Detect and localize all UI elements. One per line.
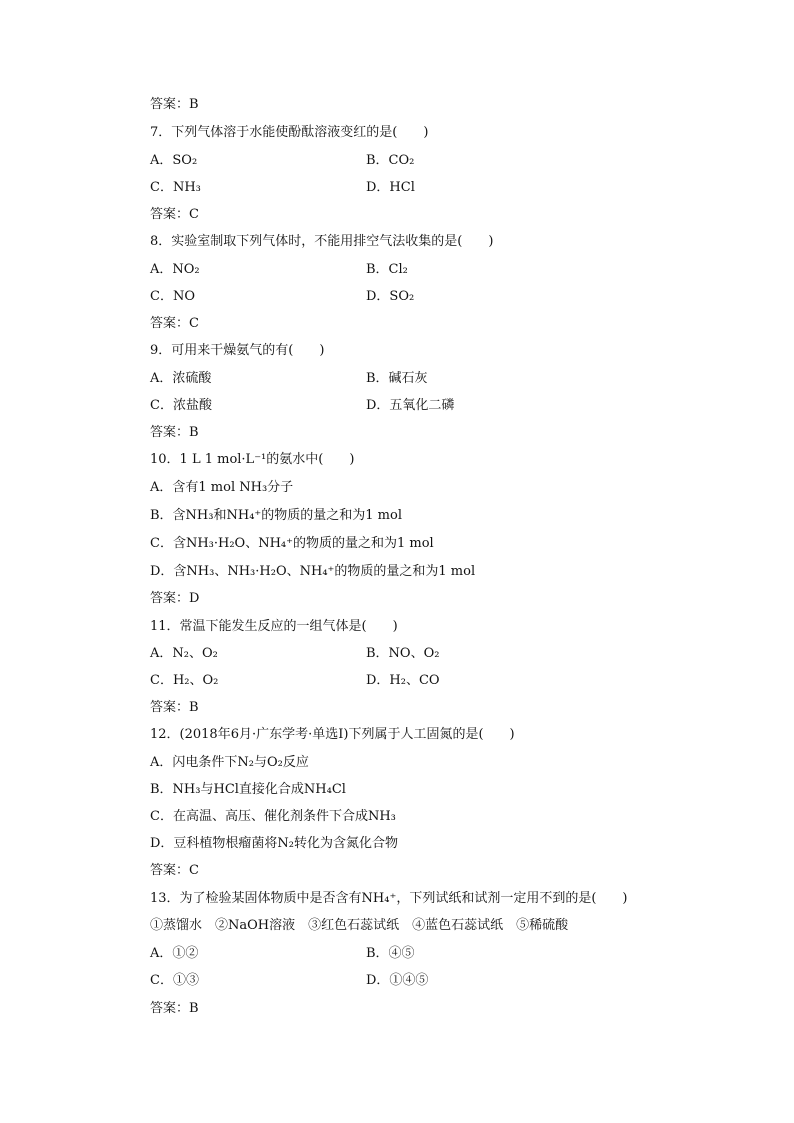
q7-option-c: C．NH₃	[150, 180, 201, 195]
q9-option-a: A．浓硫酸	[150, 371, 212, 386]
q12-option-c: C．在高温、高压、催化剂条件下合成NH₃	[150, 809, 396, 824]
q11-option-c: C．H₂、O₂	[150, 673, 219, 688]
q9-option-d: D．五氧化二磷	[366, 398, 455, 413]
q8-option-d: D．SO₂	[366, 289, 415, 304]
q10-option-a: A．含有1 mol NH₃分子	[150, 480, 294, 495]
q7-option-a: A．SO₂	[150, 153, 198, 168]
q11-option-d: D．H₂、CO	[366, 673, 440, 688]
question-11: 11．常温下能发生反应的一组气体是( )	[150, 619, 398, 634]
q10-option-d: D．含NH₃、NH₃·H₂O、NH₄⁺的物质的量之和为1 mol	[150, 564, 476, 579]
q7-option-d: D．HCl	[366, 180, 415, 195]
q10-option-c: C．含NH₃·H₂O、NH₄⁺的物质的量之和为1 mol	[150, 536, 434, 551]
q11-option-a: A．N₂、O₂	[150, 646, 218, 661]
question-7: 7．下列气体溶于水能使酚酞溶液变红的是( )	[150, 125, 429, 140]
q10-option-b: B．含NH₃和NH₄⁺的物质的量之和为1 mol	[150, 508, 402, 523]
answer-13: 答案：B	[150, 1001, 199, 1016]
question-12: 12．(2018年6月·广东学考·单选Ⅰ)下列属于人工固氮的是( )	[150, 727, 515, 742]
q8-option-b: B．Cl₂	[366, 262, 408, 277]
answer-12: 答案：C	[150, 863, 199, 878]
q7-option-b: B．CO₂	[366, 153, 415, 168]
answer-10: 答案：D	[150, 591, 200, 606]
question-9: 9．可用来干燥氨气的有( )	[150, 343, 325, 358]
answer-7: 答案：C	[150, 207, 199, 222]
answer-6: 答案：B	[150, 97, 199, 112]
q8-option-a: A．NO₂	[150, 262, 200, 277]
q13-option-c: C．①③	[150, 973, 199, 988]
question-8: 8．实验室制取下列气体时，不能用排空气法收集的是( )	[150, 234, 494, 249]
answer-11: 答案：B	[150, 700, 199, 715]
q8-option-c: C．NO	[150, 289, 195, 304]
q12-option-a: A．闪电条件下N₂与O₂反应	[150, 755, 309, 770]
q9-option-c: C．浓盐酸	[150, 398, 212, 413]
question-10: 10．1 L 1 mol·L⁻¹的氨水中( )	[150, 452, 355, 467]
q12-option-d: D．豆科植物根瘤菌将N₂转化为含氮化合物	[150, 836, 399, 851]
answer-9: 答案：B	[150, 425, 199, 440]
q11-option-b: B．NO、O₂	[366, 646, 440, 661]
q13-option-d: D．①④⑤	[366, 973, 429, 988]
q13-reagent-list: ①蒸馏水 ②NaOH溶液 ③红色石蕊试纸 ④蓝色石蕊试纸 ⑤稀硫酸	[150, 918, 569, 933]
q13-option-b: B．④⑤	[366, 946, 415, 961]
q12-option-b: B．NH₃与HCl直接化合成NH₄Cl	[150, 782, 346, 797]
q13-option-a: A．①②	[150, 946, 199, 961]
q9-option-b: B．碱石灰	[366, 371, 428, 386]
answer-8: 答案：C	[150, 316, 199, 331]
question-13: 13．为了检验某固体物质中是否含有NH₄⁺，下列试纸和试剂一定用不到的是( )	[150, 891, 628, 906]
